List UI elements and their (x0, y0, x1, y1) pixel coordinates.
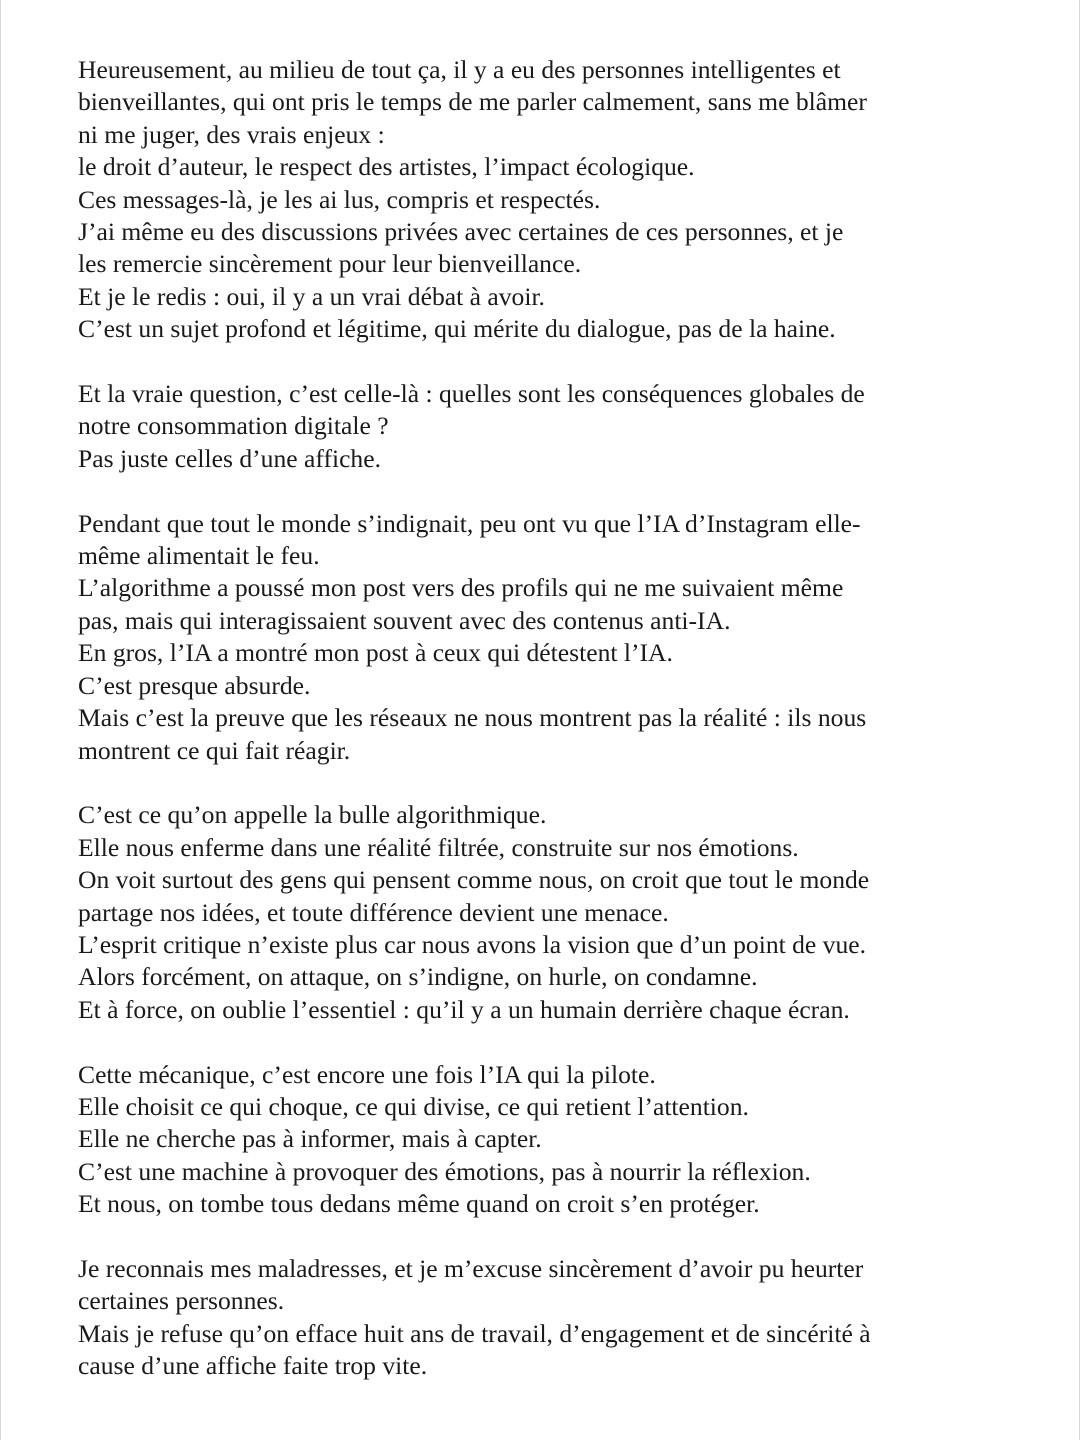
paragraph-2 (78, 378, 1028, 475)
text-line: On voit surtout des gens qui pensent comme nous, on croit que tout le monde (78, 865, 870, 895)
text-line: C’est ce qu’on appelle la bulle algorithmique. (78, 800, 547, 830)
text-line: L’algorithme a poussé mon post vers des profils qui ne me suivaient même (78, 573, 844, 603)
text-line: C’est une machine à provoquer des émotions, pas à nourrir la réflexion. (78, 1156, 811, 1186)
text-line: pas, mais qui interagissaient souvent avec des contenus anti-IA. (78, 605, 731, 635)
text-line: les remercie sincèrement pour leur bienveillance. (78, 249, 582, 279)
text-line: L’esprit critique n’existe plus car nous avons la vision que d’un point de vue. (78, 929, 867, 959)
text-line: Elle choisit ce qui choque, ce qui divise, ce qui retient l’attention. (78, 1091, 749, 1121)
text-line: Et à force, on oublie l’essentiel : qu’il y a un humain derrière chaque écran. (78, 994, 850, 1024)
text-line: Alors forcément, on attaque, on s’indigne, on hurle, on condamne. (78, 962, 758, 992)
text-line: bienveillantes, qui ont pris le temps de me parler calmement, sans me blâmer (78, 87, 867, 117)
text-line: Et nous, on tombe tous dedans même quand on croit s’en protéger. (78, 1189, 760, 1219)
paragraph-3 (78, 508, 1028, 767)
paragraph-4 (78, 799, 1028, 1026)
text-line: Pas juste celles d’une affiche. (78, 443, 381, 473)
text-line: ni me juger, des vrais enjeux : (78, 119, 385, 149)
text-line: Et je le redis : oui, il y a un vrai débat à avoir. (78, 281, 545, 311)
text-line: Cette mécanique, c’est encore une fois l’IA qui la pilote. (78, 1059, 656, 1089)
text-line: Mais c’est la preuve que les réseaux ne nous montrent pas la réalité : ils nous (78, 703, 867, 733)
text-line: Mais je refuse qu’on efface huit ans de travail, d’engagement et de sincérité à (78, 1318, 871, 1348)
text-line: Elle ne cherche pas à informer, mais à capter. (78, 1124, 542, 1154)
text-line: C’est presque absurde. (78, 670, 311, 700)
paragraph-1 (78, 54, 1028, 346)
text-line: le droit d’auteur, le respect des artistes, l’impact écologique. (78, 152, 695, 182)
text-line: Pendant que tout le monde s’indignait, peu ont vu que l’IA d’Instagram elle- (78, 508, 861, 538)
text-line: C’est un sujet profond et légitime, qui mérite du dialogue, pas de la haine. (78, 314, 836, 344)
text-line: Heureusement, au milieu de tout ça, il y a eu des personnes intelligentes et (78, 55, 841, 84)
text-line: cause d’une affiche faite trop vite. (78, 1351, 428, 1381)
text-line: En gros, l’IA a montré mon post à ceux qui détestent l’IA. (78, 638, 673, 668)
text-line: Elle nous enferme dans une réalité filtrée, construite sur nos émotions. (78, 832, 799, 862)
paragraph-5 (78, 1059, 1028, 1221)
text-line: notre consommation digitale ? (78, 411, 389, 441)
text-line: J’ai même eu des discussions privées avec certaines de ces personnes, et je (78, 217, 844, 247)
text-line: certaines personnes. (78, 1286, 285, 1316)
text-line: même alimentait le feu. (78, 541, 320, 571)
text-line: Je reconnais mes maladresses, et je m’excuse sincèrement d’avoir pu heurter (78, 1253, 864, 1283)
text-line: montrent ce qui fait réagir. (78, 735, 351, 765)
text-line: Et la vraie question, c’est celle-là : quelles sont les conséquences globales de (78, 379, 865, 409)
text-line: partage nos idées, et toute différence devient une menace. (78, 897, 669, 927)
text-line: Ces messages-là, je les ai lus, compris et respectés. (78, 184, 601, 214)
paragraph-6 (78, 1253, 1028, 1383)
document-body (78, 54, 1028, 1383)
